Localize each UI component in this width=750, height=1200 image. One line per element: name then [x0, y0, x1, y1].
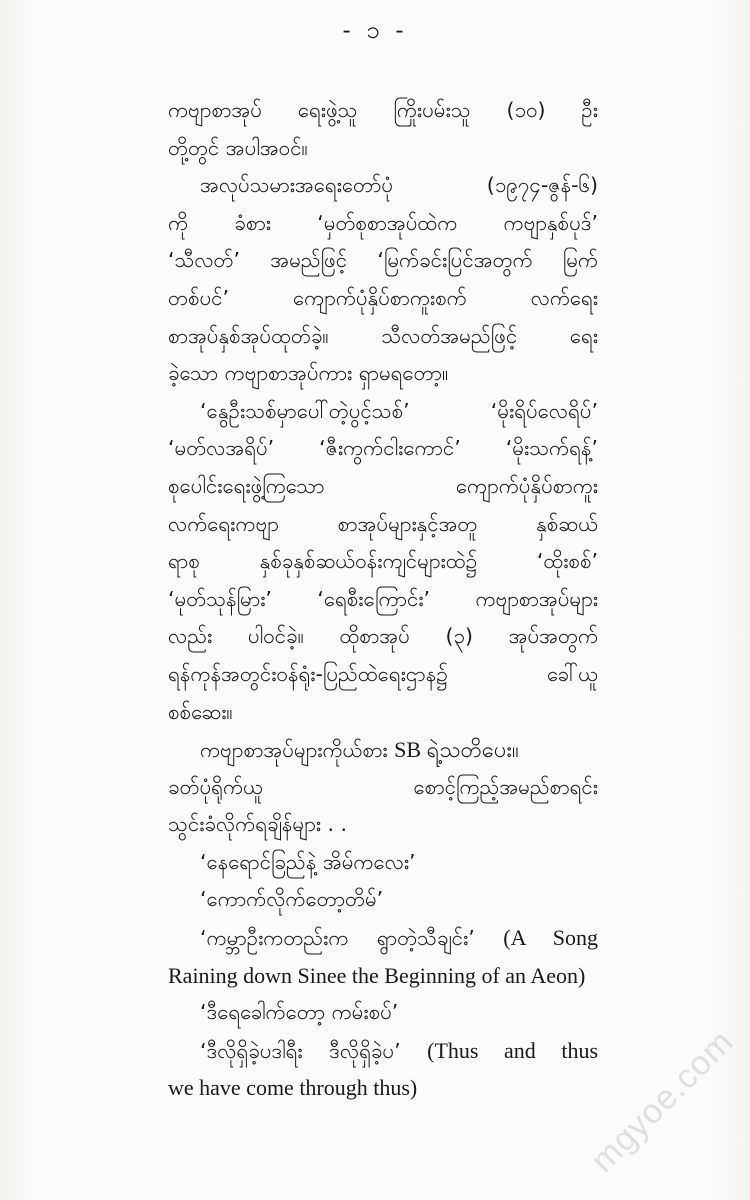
text-line-18-en: SB ရဲ့သတိပေး။ [394, 737, 519, 763]
text-line-9: ‘နွေဦးသစ်မှာပေါ်တဲ့ပွင့်သစ်’ ‘မိုးရိပ်လေရိပ်’ [200, 398, 598, 423]
text-line-18 [168, 731, 598, 769]
text-line-16: ရန်ကုန်အတွင်းဝန်ရုံး-ပြည်ထဲရေးဌာန၌ ခေါ်ယူ [168, 661, 598, 686]
text-line-23 [168, 919, 598, 957]
text-line-26-en: (Thus and thus [427, 1037, 598, 1063]
text-line-27: we have come through thus) [168, 1075, 418, 1101]
text-line-10: ‘မတ်လအရိပ်’ ‘ဇီးကွက်ငါးကောင်’ ‘မိုးသက်ရန့်’ [168, 436, 598, 461]
page-number: - ၁ - [342, 16, 408, 44]
text-line-25: ‘ဒီရေခေါက်တော့ ကမ်းစပ်’ [200, 1000, 399, 1025]
text-line-23-mm: ‘ကမ္ဘာဦးကတည်းက ရွာတဲ့သီချင်း’ [200, 926, 475, 951]
text-line-20: သွင်းခံလိုက်ရချိန်များ . . [168, 812, 348, 837]
text-line-2: တို့တွင် အပါအဝင်။ [168, 135, 308, 160]
text-line-26 [168, 1032, 598, 1070]
text-line-26-mm: ‘ဒီလိုရှိခဲ့ပဒါရီး ဒီလိုရှိခဲ့ပ’ [200, 1038, 401, 1063]
text-line-8: ခဲ့သော ကဗျာစာအုပ်ကား ရှာမရတော့။ [168, 361, 449, 386]
text-line-17: စစ်ဆေး။ [168, 699, 233, 724]
text-line-4: ကို ခံစား ‘မှတ်စုစာအုပ်ထဲက ကဗျာနှစ်ပုဒ်’ [168, 210, 598, 235]
text-line-5: ‘သီလတ်’ အမည်ဖြင့် ‘မြက်ခင်းပြင်အတွက် မြက် [168, 248, 598, 273]
text-line-12: လက်ရေးကဗျာ စာအုပ်များနှင့်အတူ နှစ်ဆယ် [168, 511, 598, 536]
text-line-6: တစ်ပင်’ ကျောက်ပုံနှိပ်စာကူးစက် လက်ရေး [168, 285, 598, 310]
text-line-23-en: (A Song [503, 925, 598, 951]
watermark-text: mgyoe.com [583, 1022, 742, 1180]
body-text [168, 92, 598, 1107]
text-line-22: ‘ကောက်လိုက်တော့တိမ်’ [200, 887, 384, 912]
text-line-19: ခတ်ပုံရိုက်ယူ စောင့်ကြည့်အမည်စာရင်း [168, 774, 598, 799]
text-line-24: Raining down Sinee the Beginning of an Aeon) [168, 962, 586, 988]
text-line-11: စုပေါင်းရေးဖွဲ့ကြသော ကျောက်ပုံနှိပ်စာကူး [168, 473, 598, 498]
text-line-13: ရာစု နှစ်ခုနှစ်ဆယ်ဝန်းကျင်များထဲ၌ ‘ထိုးစစ်’ [168, 549, 598, 574]
text-line-1: ကဗျာစာအုပ် ရေးဖွဲ့သူ ကြိုးပမ်းသူ (၁၀) ဦး [168, 98, 598, 122]
text-line-3: အလုပ်သမားအရေးတော်ပုံ (၁၉၇၄-ဇွန်-၆) [200, 173, 598, 198]
text-line-18-mm: ကဗျာစာအုပ်များကိုယ်စား [200, 738, 388, 763]
text-line-7: စာအုပ်နှစ်အုပ်ထုတ်ခဲ့။ သီလတ်အမည်ဖြင့် ရေး [168, 323, 598, 348]
text-line-21: ‘နေရောင်ခြည်နဲ့ အိမ်ကလေး’ [200, 849, 416, 874]
text-line-14: ‘မုတ်သုန်မြား’ ‘ရေစီးကြောင်း’ ကဗျာစာအုပ်များ [168, 586, 598, 611]
text-line-15: လည်း ပါဝင်ခဲ့။ ထိုစာအုပ် (၃) အုပ်အတွက် [168, 624, 598, 649]
